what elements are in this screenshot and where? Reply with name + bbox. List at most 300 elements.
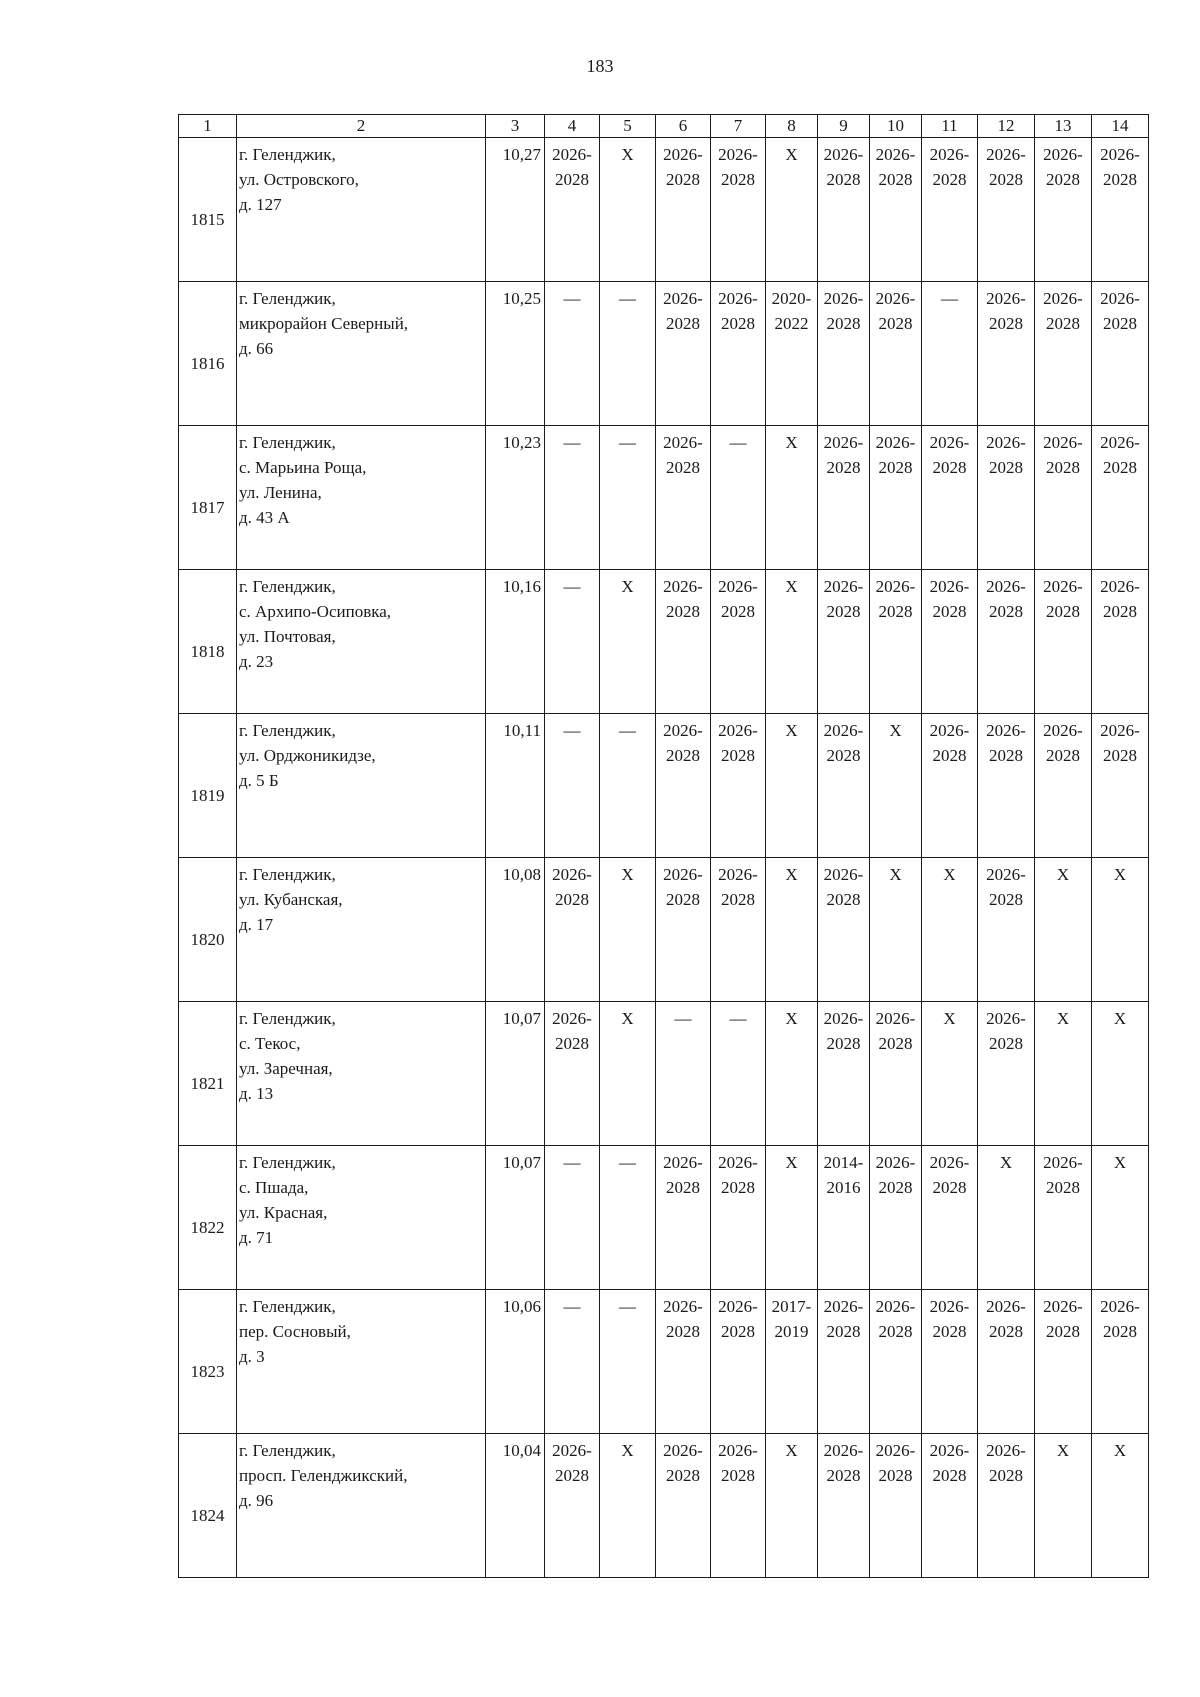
period-value: 2026-	[929, 1441, 970, 1460]
address-line: микрорайон Северный,	[239, 314, 409, 333]
period-cell-col-8	[766, 1002, 818, 1146]
period-value: 2026-	[1043, 721, 1083, 740]
period-cell-col-11	[922, 1146, 978, 1290]
period-cell-col-4	[545, 570, 600, 714]
period-value: 2026-	[875, 1153, 916, 1172]
period-value: 2019	[774, 1322, 809, 1341]
period-value: 2028	[721, 314, 755, 333]
row-number: 1822	[179, 1146, 237, 1290]
address-line: г. Геленджик,	[239, 1441, 336, 1460]
period-value: 2028	[555, 170, 589, 189]
period-cell-col-5	[600, 1290, 656, 1434]
period-cell-col-10	[870, 138, 922, 282]
period-cell-col-6	[656, 282, 711, 426]
period-value: 2028	[826, 1322, 861, 1341]
period-cell-col-6	[656, 714, 711, 858]
period-cell-col-13	[1035, 1290, 1092, 1434]
period-cell-col-10	[870, 858, 922, 1002]
period-value: 2028	[721, 1466, 755, 1485]
period-cell-col-7	[711, 1290, 766, 1434]
period-cell-col-4	[545, 714, 600, 858]
period-value: X	[785, 1441, 798, 1460]
period-cell-col-5	[600, 138, 656, 282]
period-cell-col-11	[922, 714, 978, 858]
period-cell-col-11	[922, 138, 978, 282]
period-value: 2028	[721, 170, 755, 189]
address-cell	[237, 570, 486, 714]
area-cell: 10,11	[486, 714, 545, 858]
address-line: д. 3	[239, 1347, 265, 1366]
area-cell: 10,06	[486, 1290, 545, 1434]
address-line: г. Геленджик,	[239, 433, 336, 452]
period-value: 2026-	[823, 721, 864, 740]
period-value: 2026-	[929, 1297, 970, 1316]
column-header-8: 8	[766, 115, 818, 138]
address-line: с. Текос,	[239, 1034, 301, 1053]
period-value: 2026-	[986, 721, 1026, 740]
period-value: 2026-	[663, 865, 703, 884]
column-header-9: 9	[818, 115, 870, 138]
period-cell-col-11	[922, 426, 978, 570]
period-value: X	[999, 1153, 1013, 1172]
period-value: 2026-	[1100, 289, 1140, 308]
period-value: 2028	[721, 1178, 755, 1197]
period-cell-col-14	[1092, 1434, 1149, 1578]
period-value: 2028	[666, 1322, 700, 1341]
period-value: 2026-	[718, 1153, 758, 1172]
address-line: ул. Орджоникидзе,	[239, 746, 376, 765]
period-value: 2026-	[663, 577, 703, 596]
period-cell-col-10	[870, 1146, 922, 1290]
period-value: 2026-	[986, 1441, 1026, 1460]
period-cell-col-12	[978, 1290, 1035, 1434]
period-value: 2026-	[1043, 1153, 1083, 1172]
address-line: д. 23	[239, 652, 274, 671]
period-value: 2026-	[986, 865, 1026, 884]
period-value: 2028	[721, 1322, 755, 1341]
period-value: 2028	[989, 1322, 1023, 1341]
period-cell-col-6	[656, 1002, 711, 1146]
period-cell-col-10	[870, 282, 922, 426]
period-value: 2020-	[771, 289, 812, 308]
period-value: X	[621, 1441, 634, 1460]
column-header-11: 11	[922, 115, 978, 138]
period-value: 2026-	[986, 289, 1026, 308]
period-cell-col-13	[1035, 1146, 1092, 1290]
column-header-13: 13	[1035, 115, 1092, 138]
address-line: д. 71	[239, 1228, 274, 1247]
period-cell-col-9	[818, 1434, 870, 1578]
period-cell-col-5	[600, 858, 656, 1002]
period-cell-col-6	[656, 1434, 711, 1578]
row-number: 1820	[179, 858, 237, 1002]
period-cell-col-8	[766, 714, 818, 858]
period-cell-col-14	[1092, 426, 1149, 570]
period-cell-col-6	[656, 1146, 711, 1290]
period-value: 2026-	[663, 1441, 703, 1460]
period-value: 2026-	[875, 433, 916, 452]
period-value: 2028	[878, 1034, 913, 1053]
period-cell-col-13	[1035, 570, 1092, 714]
address-cell	[237, 1434, 486, 1578]
period-value: X	[621, 865, 634, 884]
period-value: 2028	[932, 602, 967, 621]
period-value: X	[943, 1009, 956, 1028]
period-value: X	[1056, 1009, 1070, 1028]
period-cell-col-9	[818, 282, 870, 426]
period-value: 2028	[826, 170, 861, 189]
address-cell	[237, 426, 486, 570]
address-line: д. 13	[239, 1084, 274, 1103]
period-value: 2026-	[929, 721, 970, 740]
area-cell: 10,07	[486, 1002, 545, 1146]
address-line: г. Геленджик,	[239, 1297, 336, 1316]
period-value: 2028	[826, 890, 861, 909]
row-number: 1817	[179, 426, 237, 570]
address-line: с. Архипо-Осиповка,	[239, 602, 392, 621]
period-value: 2026-	[1043, 577, 1083, 596]
period-cell-col-8	[766, 570, 818, 714]
period-cell-col-14	[1092, 282, 1149, 426]
period-cell-col-7	[711, 570, 766, 714]
period-value: —	[563, 1297, 581, 1316]
address-line: ул. Красная,	[239, 1203, 328, 1222]
period-value: 2026-	[823, 577, 864, 596]
period-cell-col-6	[656, 1290, 711, 1434]
period-cell-col-5	[600, 1002, 656, 1146]
period-value: 2028	[555, 1466, 589, 1485]
period-value: X	[785, 1153, 798, 1172]
period-cell-col-14	[1092, 138, 1149, 282]
period-cell-col-8	[766, 426, 818, 570]
period-value: 2028	[989, 890, 1023, 909]
period-value: 2026-	[823, 289, 864, 308]
row-number: 1816	[179, 282, 237, 426]
period-value: 2026-	[1043, 289, 1083, 308]
period-value: 2028	[932, 1466, 967, 1485]
period-value: 2028	[989, 746, 1023, 765]
period-value: 2026-	[1100, 145, 1140, 164]
address-line: ул. Кубанская,	[239, 890, 343, 909]
period-value: 2028	[932, 746, 967, 765]
column-header-14: 14	[1092, 115, 1149, 138]
address-line: с. Марьина Роща,	[239, 458, 367, 477]
period-cell-col-4	[545, 138, 600, 282]
row-number: 1819	[179, 714, 237, 858]
address-line: д. 66	[239, 339, 274, 358]
period-value: X	[621, 145, 634, 164]
period-value: 2028	[826, 746, 861, 765]
period-cell-col-8	[766, 1146, 818, 1290]
area-cell: 10,25	[486, 282, 545, 426]
period-value: —	[619, 289, 636, 308]
period-value: 2028	[989, 170, 1023, 189]
period-value: 2028	[666, 314, 700, 333]
column-header-4: 4	[545, 115, 600, 138]
period-value: 2014-	[823, 1153, 864, 1172]
period-cell-col-12	[978, 138, 1035, 282]
address-line: г. Геленджик,	[239, 1009, 336, 1028]
period-value: 2026-	[552, 865, 592, 884]
period-value: 2028	[1046, 314, 1080, 333]
period-value: 2028	[1046, 602, 1080, 621]
address-line: г. Геленджик,	[239, 577, 336, 596]
period-value: 2026-	[663, 721, 703, 740]
period-cell-col-14	[1092, 1002, 1149, 1146]
period-value: 2028	[721, 746, 755, 765]
period-value: 2028	[878, 314, 913, 333]
period-cell-col-8	[766, 858, 818, 1002]
period-cell-col-4	[545, 426, 600, 570]
period-value: 2028	[826, 458, 861, 477]
period-cell-col-7	[711, 1434, 766, 1578]
period-value: X	[889, 721, 902, 740]
address-line: с. Пшада,	[239, 1178, 309, 1197]
period-cell-col-8	[766, 138, 818, 282]
period-value: 2026-	[823, 1297, 864, 1316]
period-cell-col-11	[922, 282, 978, 426]
table-row	[179, 1434, 1149, 1578]
period-cell-col-9	[818, 1002, 870, 1146]
period-value: 2026-	[718, 577, 758, 596]
period-value: 2028	[1046, 1178, 1080, 1197]
address-line: д. 96	[239, 1491, 274, 1510]
period-value: —	[619, 1153, 636, 1172]
period-value: 2028	[1046, 746, 1080, 765]
period-value: 2028	[989, 1466, 1023, 1485]
period-cell-col-13	[1035, 1002, 1092, 1146]
address-line: г. Геленджик,	[239, 865, 336, 884]
period-value: 2028	[932, 1178, 967, 1197]
period-value: 2026-	[823, 433, 864, 452]
period-cell-col-13	[1035, 426, 1092, 570]
period-value: X	[1113, 1441, 1127, 1460]
period-value: X	[621, 1009, 634, 1028]
period-value: X	[943, 865, 956, 884]
period-cell-col-12	[978, 426, 1035, 570]
period-value: 2026-	[929, 1153, 970, 1172]
period-cell-col-5	[600, 426, 656, 570]
period-cell-col-7	[711, 1002, 766, 1146]
period-value: —	[619, 1297, 636, 1316]
period-value: 2026-	[875, 289, 916, 308]
period-cell-col-4	[545, 1434, 600, 1578]
area-cell: 10,23	[486, 426, 545, 570]
period-value: X	[1056, 1441, 1070, 1460]
period-value: 2026-	[875, 1441, 916, 1460]
period-cell-col-4	[545, 282, 600, 426]
period-value: —	[674, 1009, 692, 1028]
housing-register-table	[178, 114, 1149, 1578]
period-value: X	[785, 145, 798, 164]
period-value: 2026-	[1043, 433, 1083, 452]
period-cell-col-8	[766, 282, 818, 426]
period-cell-col-5	[600, 1434, 656, 1578]
period-value: —	[563, 433, 581, 452]
area-cell: 10,27	[486, 138, 545, 282]
period-cell-col-9	[818, 1146, 870, 1290]
period-cell-col-12	[978, 1002, 1035, 1146]
period-value: 2028	[666, 170, 700, 189]
period-cell-col-12	[978, 714, 1035, 858]
period-cell-col-9	[818, 426, 870, 570]
table-row	[179, 858, 1149, 1002]
row-number: 1823	[179, 1290, 237, 1434]
period-value: 2028	[666, 890, 700, 909]
period-value: 2026-	[663, 1153, 703, 1172]
row-number: 1818	[179, 570, 237, 714]
period-value: 2028	[666, 1466, 700, 1485]
period-value: X	[889, 865, 902, 884]
period-value: —	[941, 289, 958, 308]
period-cell-col-9	[818, 858, 870, 1002]
period-cell-col-14	[1092, 570, 1149, 714]
period-value: 2028	[721, 890, 755, 909]
period-value: X	[785, 577, 798, 596]
period-value: —	[563, 721, 581, 740]
header-row	[179, 115, 1149, 138]
period-value: 2026-	[663, 289, 703, 308]
address-cell	[237, 138, 486, 282]
period-cell-col-9	[818, 570, 870, 714]
period-value: 2028	[932, 170, 967, 189]
period-cell-col-14	[1092, 1290, 1149, 1434]
period-value: 2028	[555, 1034, 589, 1053]
row-number: 1824	[179, 1434, 237, 1578]
address-line: д. 43 А	[239, 508, 290, 527]
period-value: 2026-	[552, 145, 592, 164]
period-value: 2028	[878, 1178, 913, 1197]
column-header-7: 7	[711, 115, 766, 138]
period-value: 2026-	[875, 1297, 916, 1316]
period-value: 2028	[878, 602, 913, 621]
period-value: 2028	[878, 1466, 913, 1485]
period-value: 2026-	[823, 145, 864, 164]
period-cell-col-6	[656, 426, 711, 570]
period-cell-col-10	[870, 1434, 922, 1578]
period-value: X	[1113, 1009, 1127, 1028]
period-value: 2026-	[986, 433, 1026, 452]
period-value: 2028	[666, 746, 700, 765]
address-cell	[237, 282, 486, 426]
period-cell-col-6	[656, 858, 711, 1002]
table-row	[179, 138, 1149, 282]
period-value: 2028	[932, 458, 967, 477]
period-value: 2028	[826, 1034, 861, 1053]
period-value: 2028	[878, 170, 913, 189]
period-cell-col-4	[545, 858, 600, 1002]
period-value: X	[1056, 865, 1070, 884]
period-value: X	[1113, 865, 1127, 884]
table-row	[179, 1002, 1149, 1146]
period-cell-col-5	[600, 1146, 656, 1290]
period-cell-col-7	[711, 858, 766, 1002]
table-row	[179, 570, 1149, 714]
period-value: 2028	[666, 602, 700, 621]
address-line: д. 17	[239, 915, 274, 934]
address-line: ул. Островского,	[239, 170, 359, 189]
period-cell-col-4	[545, 1290, 600, 1434]
row-number: 1821	[179, 1002, 237, 1146]
period-cell-col-7	[711, 426, 766, 570]
period-value: 2028	[1046, 170, 1080, 189]
period-value: 2026-	[718, 1441, 758, 1460]
period-value: 2026-	[875, 145, 916, 164]
period-value: 2028	[826, 1466, 861, 1485]
period-value: 2026-	[823, 1009, 864, 1028]
table-row	[179, 714, 1149, 858]
address-line: г. Геленджик,	[239, 145, 336, 164]
address-line: пер. Сосновый,	[239, 1322, 351, 1341]
period-value: 2026-	[929, 145, 970, 164]
period-cell-col-13	[1035, 138, 1092, 282]
period-cell-col-11	[922, 858, 978, 1002]
period-value: 2028	[989, 314, 1023, 333]
period-cell-col-14	[1092, 1146, 1149, 1290]
period-value: 2028	[721, 602, 755, 621]
period-value: 2026-	[1043, 1297, 1083, 1316]
period-cell-col-14	[1092, 858, 1149, 1002]
period-value: 2028	[1046, 458, 1080, 477]
period-value: 2026-	[718, 289, 758, 308]
period-cell-col-6	[656, 138, 711, 282]
address-line: ул. Заречная,	[239, 1059, 333, 1078]
period-cell-col-13	[1035, 1434, 1092, 1578]
period-value: 2026-	[1100, 1297, 1140, 1316]
period-value: 2026-	[1100, 577, 1140, 596]
period-cell-col-7	[711, 714, 766, 858]
address-line: д. 127	[239, 195, 282, 214]
period-cell-col-12	[978, 570, 1035, 714]
address-cell	[237, 858, 486, 1002]
table-row	[179, 1146, 1149, 1290]
period-cell-col-5	[600, 714, 656, 858]
period-value: —	[563, 289, 581, 308]
period-value: X	[1113, 1153, 1127, 1172]
period-cell-col-7	[711, 282, 766, 426]
period-cell-col-13	[1035, 858, 1092, 1002]
period-value: 2028	[555, 890, 589, 909]
period-cell-col-9	[818, 1290, 870, 1434]
period-cell-col-5	[600, 282, 656, 426]
address-cell	[237, 714, 486, 858]
column-header-3: 3	[486, 115, 545, 138]
period-value: 2026-	[1100, 721, 1140, 740]
period-value: 2028	[1103, 458, 1137, 477]
period-value: 2026-	[663, 1297, 703, 1316]
period-value: X	[785, 721, 798, 740]
column-header-12: 12	[978, 115, 1035, 138]
period-cell-col-11	[922, 1434, 978, 1578]
period-value: 2026-	[986, 577, 1026, 596]
period-value: 2026-	[823, 865, 864, 884]
period-cell-col-11	[922, 570, 978, 714]
period-cell-col-7	[711, 138, 766, 282]
table-row	[179, 426, 1149, 570]
period-cell-col-13	[1035, 714, 1092, 858]
period-cell-col-9	[818, 138, 870, 282]
period-value: 2026-	[718, 721, 758, 740]
period-value: 2028	[989, 1034, 1023, 1053]
period-cell-col-7	[711, 1146, 766, 1290]
period-value: 2026-	[663, 433, 703, 452]
period-value: —	[619, 721, 636, 740]
period-value: 2022	[774, 314, 809, 333]
period-value: 2026-	[718, 145, 758, 164]
table-row	[179, 282, 1149, 426]
table-body	[179, 138, 1149, 1578]
period-value: 2026-	[718, 865, 758, 884]
